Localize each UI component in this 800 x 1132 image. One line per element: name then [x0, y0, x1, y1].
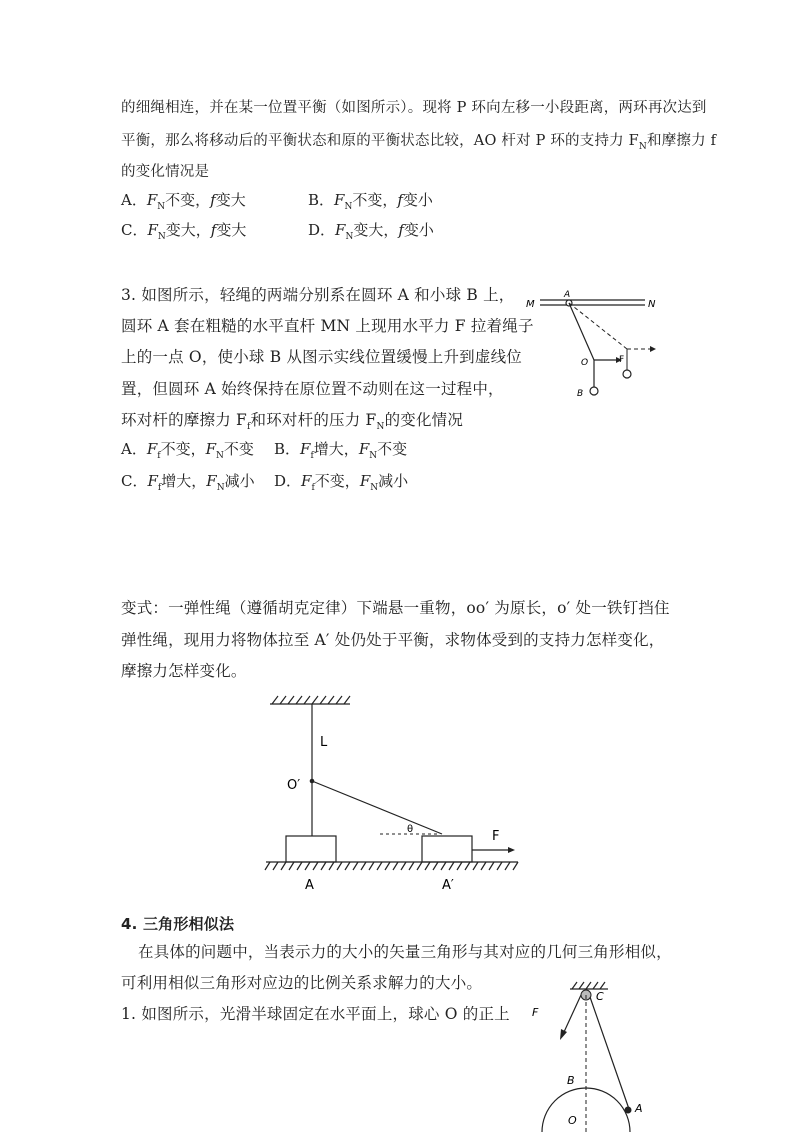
p3-option-b: B．$F_f$增大，$F_N$不变	[274, 440, 408, 461]
section-4-title: 4. 三角形相似法	[121, 915, 235, 933]
label-c: C	[596, 990, 604, 1003]
label-f: F	[492, 829, 500, 844]
ball-a	[625, 1107, 632, 1114]
p2-option-d: D．$F_N$变大，f变小	[308, 221, 434, 242]
label-f: F	[532, 1006, 539, 1019]
p3-line-1: 3. 如图所示，轻绳的两端分别系在圆环 A 和小球 B 上，	[121, 286, 515, 304]
label-b: B	[577, 389, 584, 399]
rope-dashed	[569, 303, 627, 349]
force-f-arrowhead	[508, 847, 515, 853]
variant-line-2: 弹性绳，现用力将物体拉至 A′ 处仍处于平衡，求物体受到的支持力怎样变化，	[121, 631, 665, 649]
p2-option-b: B．$F_N$不变，f变小	[308, 191, 433, 212]
rope-solid	[569, 303, 594, 360]
p3-option-a: A．$F_f$不变，$F_N$不变	[121, 440, 254, 461]
ceiling	[270, 696, 350, 704]
p3-line-4: 置，但圆环 A 始终保持在原位置不动则在这一过程中，	[121, 380, 504, 398]
force-f-arrowhead	[560, 1029, 567, 1040]
label-a-prime: A′	[442, 878, 454, 892]
ceiling	[570, 982, 608, 989]
label-o-prime: O′	[287, 778, 301, 793]
label-n: N	[648, 299, 656, 310]
section-4-line-3: 1. 如图所示，光滑半球固定在水平面上，球心 O 的正上	[121, 1005, 510, 1023]
p3-line-2: 圆环 A 套在粗糙的水平直杆 MN 上现用水平力 F 拉着绳子	[121, 317, 534, 335]
variant-line-1: 变式：一弹性绳（遵循胡克定律）下端悬一重物，oo′ 为原长，o′ 处一铁钉挡住	[121, 599, 670, 617]
p2-line-3: 的变化情况是	[121, 164, 210, 180]
label-m: M	[526, 299, 535, 310]
p3-option-c: C．$F_f$增大，$F_N$减小	[121, 472, 255, 493]
p2-line-1: 的细绳相连，并在某一位置平衡（如图所示）。现将 P 环向左移一小段距离，两环再次达到	[121, 100, 707, 116]
p2-line-2: 平衡，那么将移动后的平衡状态和原的平衡状态比较，AO 杆对 P 环的支持力 $F_N$和摩擦力 f	[121, 133, 717, 152]
force-dashed-arrowhead	[650, 346, 656, 352]
elastic-rope-figure	[262, 692, 522, 892]
rope-ca	[590, 997, 629, 1109]
p2-option-c: C．$F_N$变大，f变大	[121, 221, 247, 242]
block-a	[286, 836, 336, 862]
section-4-line-1: 在具体的问题中，当表示力的大小的矢量三角形与其对应的几何三角形相似，	[138, 943, 672, 961]
rod-mn	[540, 300, 645, 305]
label-a: A	[635, 1102, 643, 1115]
label-o: O	[581, 358, 589, 368]
label-a: A	[564, 290, 571, 300]
label-a: A	[305, 878, 314, 892]
rope-slanted	[312, 781, 442, 834]
p3-option-d: D．$F_f$不变，$F_N$减小	[274, 472, 409, 493]
ground	[265, 862, 518, 870]
p3-line-3: 上的一点 O，使小球 B 从图示实线位置缓慢上升到虚线位	[121, 348, 522, 366]
ring-ball-figure	[520, 283, 670, 408]
hemisphere-figure	[520, 980, 670, 1132]
block-a-prime	[422, 836, 472, 862]
rope-left	[564, 995, 581, 1032]
label-o: O	[568, 1114, 577, 1127]
label-b: B	[567, 1074, 575, 1087]
label-theta: θ	[407, 824, 414, 835]
ball-dashed	[623, 370, 631, 378]
variant-line-3: 摩擦力怎样变化。	[121, 662, 247, 680]
section-4-line-2: 可利用相似三角形对应边的比例关系求解力的大小。	[121, 974, 483, 992]
label-f: F	[619, 355, 625, 365]
ball-b	[590, 387, 598, 395]
p3-line-5: 环对杆的摩擦力 $F_f$和环对杆的压力 $F_N$的变化情况	[121, 411, 464, 433]
label-l: L	[320, 735, 328, 750]
p2-option-a: A．$F_N$不变，f变大	[121, 191, 246, 212]
